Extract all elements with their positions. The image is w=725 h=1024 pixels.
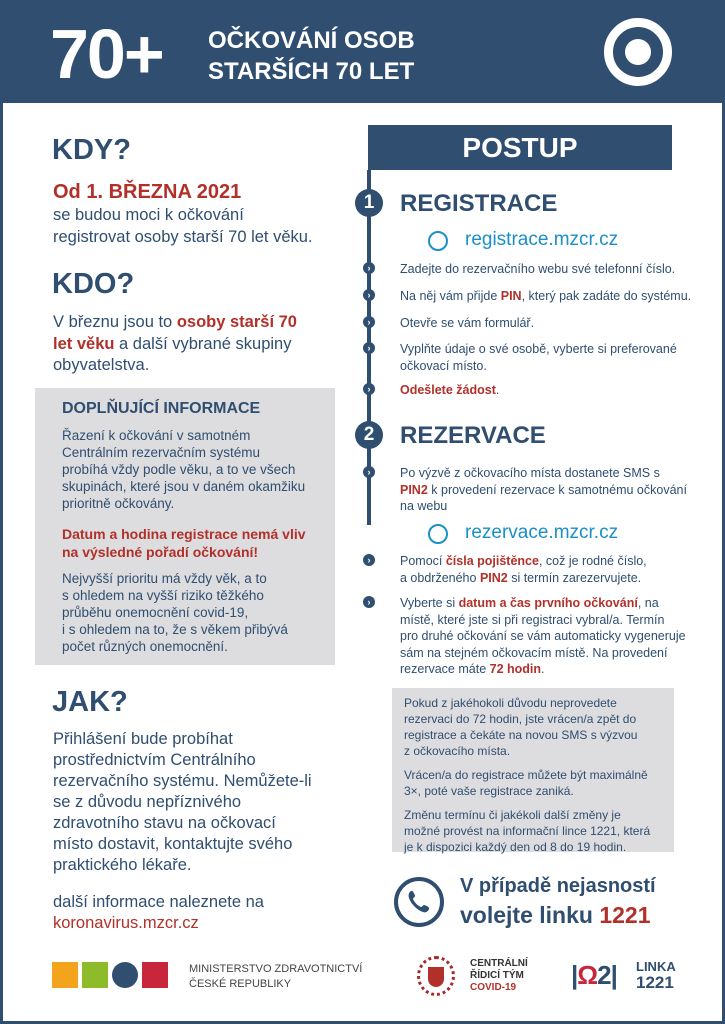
reg-step: Vyplňte údaje o své osobě, vyberte si preferované očkovací místo.: [400, 342, 677, 373]
registrace-heading: REGISTRACE: [400, 190, 558, 217]
rez-step: Po výzvě z očkovacího místa dostanete SMS s PIN2 k provedení rezervace k samotnému očkování na webu: [400, 466, 687, 513]
rez-step: Vyberte si datum a čas prvního očkování, na místě, které jste si při registraci vybral/a. Termín pro druhé očkování se vám automaticky vygeneruje sám na stejném očkovacím místě. Na provedení rezervace máte 72 hodin.: [400, 596, 686, 676]
kdo-text: V březnu jsou to osoby starší 70 let věku a další vybrané skupiny obyvatelstva.: [53, 313, 297, 374]
step-number-2: 2: [355, 421, 383, 449]
age-badge: 70+: [50, 15, 163, 93]
chevron-right-icon: ›: [363, 342, 375, 354]
hotline-line1: V případě nejasností: [460, 875, 656, 897]
postup-heading: POSTUP: [368, 125, 672, 170]
chevron-right-icon: ›: [363, 554, 375, 566]
ministry-logo: [52, 962, 168, 988]
phone-icon: [394, 877, 444, 927]
kdo-heading: KDO?: [52, 268, 135, 300]
globe-icon: [428, 231, 448, 251]
ministry-name: MINISTERSTVO ZDRAVOTNICTVÍ ČESKÉ REPUBLIKY: [189, 963, 363, 990]
chevron-right-icon: ›: [363, 466, 375, 478]
note-text: Pokud z jakéhokoli důvodu neprovedete rezervaci do 72 hodin, jste vrácen/a zpět do registrace a čekáte na novou SMS s výzvou z očkovacího místa. Vrácen/a do registrace můžete být maximálně 3×, poté vaše registrace zaniká. Změnu termínu či jakékoli další změny je možné provést na informační lince 1221, která je k dispozici každý den od 8 do 19 hodin.: [404, 696, 651, 854]
reg-step: Zadejte do rezervačního webu své telefonní číslo.: [400, 262, 676, 276]
info-p2: Nejvyšší prioritu má vždy věk, a to s ohledem na vyšší riziko těžkého průběhu onemocnění covid-19, i s ohledem na to, že s věkem přibývá počet různých onemocnění.: [62, 571, 288, 654]
reg-step: Na něj vám přijde PIN, který pak zadáte do systému.: [400, 289, 692, 303]
hotline-line2: volejte linku 1221: [460, 902, 651, 928]
reg-step: Otevře se vám formulář.: [400, 316, 535, 330]
crt-emblem: [417, 956, 455, 996]
more-info-text: další informace naleznete na: [53, 893, 264, 911]
reg-step: Odešlete žádost.: [400, 383, 500, 397]
kdy-text: se budou moci k očkování registrovat osoby starší 70 let věku.: [53, 206, 313, 246]
jak-text: Přihlášení bude probíhat prostřednictvím Centrálního rezervačního systému. Nemůžete-li se z důvodu nepříznivého zdravotního stavu na očkovací místo dostavit, kontaktujte svého praktického lékaře.: [53, 730, 312, 874]
chevron-right-icon: ›: [363, 289, 375, 301]
start-date: Od 1. BŘEZNA 2021: [53, 181, 242, 203]
rezervace-link[interactable]: rezervace.mzcr.cz: [465, 522, 619, 543]
rez-step: Pomocí čísla pojištěnce, což je rodné číslo, a obdrženého PIN2 si termín zarezervujete.: [400, 554, 647, 585]
page-title: OČKOVÁNÍ OSOB STARŠÍCH 70 LET: [208, 27, 415, 85]
step-number-1: 1: [355, 189, 383, 217]
chevron-right-icon: ›: [363, 316, 375, 328]
chevron-right-icon: ›: [363, 596, 375, 608]
linka-logo-icon: |Ω2|: [571, 960, 617, 990]
linka-label: LINKA 1221: [636, 959, 676, 992]
chevron-right-icon: ›: [363, 383, 375, 395]
registrace-link[interactable]: registrace.mzcr.cz: [465, 229, 619, 250]
globe-icon: [428, 524, 448, 544]
chevron-right-icon: ›: [363, 262, 375, 274]
koronavirus-link[interactable]: koronavirus.mzcr.cz: [53, 914, 199, 932]
rezervace-heading: REZERVACE: [400, 422, 546, 449]
target-icon: [604, 18, 672, 86]
info-heading: DOPLŇUJÍCÍ INFORMACE: [62, 400, 261, 417]
info-warning: Datum a hodina registrace nemá vliv na výsledné pořadí očkování!: [62, 526, 306, 560]
info-p1: Řazení k očkování v samotném Centrálním rezervačním systému probíhá vždy podle věku, a to ve všech skupinách, které jsou v daném okamžiku prioritně očkovány.: [62, 428, 306, 511]
kdy-heading: KDY?: [52, 134, 131, 166]
crt-name: CENTRÁLNÍ ŘÍDICÍ TÝM COVID-19: [470, 958, 528, 993]
jak-heading: JAK?: [52, 686, 128, 718]
